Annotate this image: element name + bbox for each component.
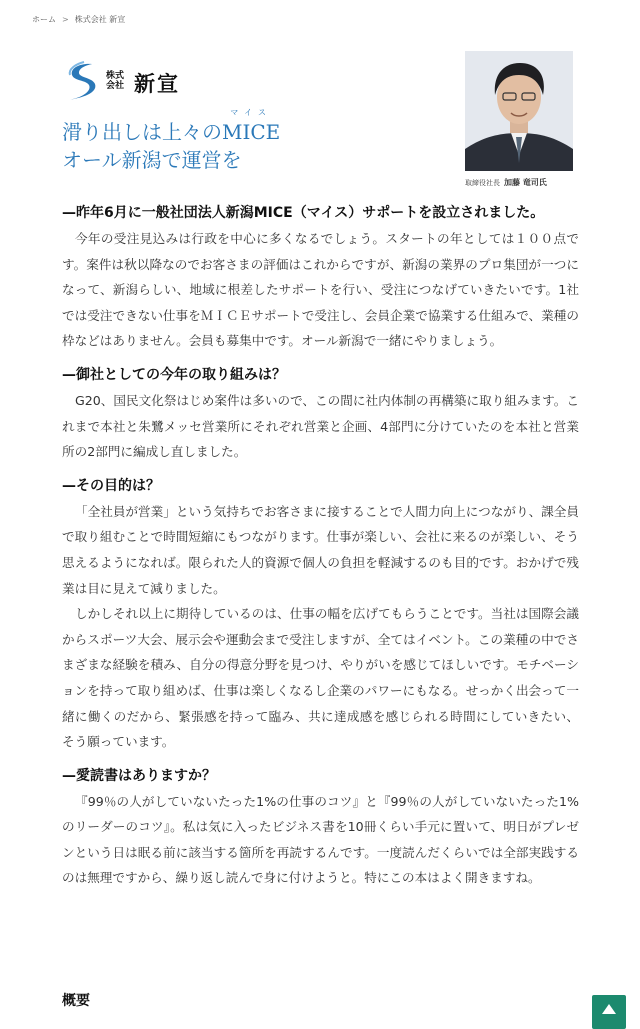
answer-paragraph: しかしそれ以上に期待しているのは、仕事の幅を広げてもらうことです。当社は国際会議からスポーツ大会、展示会や運動会まで受注しますが、全てはイベント。この業種の中でさまざまな経験を積み、自分の得意分野を見つけ、やりがいを感じてほしいです。モチベーションを持って取り組めば、仕事は楽しくなるし企業のパワーにもなる。せっかく出会って一緒に働くのだから、緊張感を持って臨み、共に達成感を感じられる時間にしていきたい、そう願っています。 bbox=[62, 606, 579, 750]
headline-line2: オール新潟で運営を bbox=[62, 148, 242, 172]
headline-line1 bbox=[62, 108, 281, 146]
photo-caption bbox=[465, 177, 547, 188]
answer-paragraph: 『99％の人がしていないたった1%の仕事のコツ』と『99％の人がしていないたった1%のリーダーのコツ』。私は気に入ったビジネス書を10冊くらい手元に置いて、明日がプレゼンという日は眠る前に該当する箇所を再読するんです。一度読んだくらいでは全部実践するのは無理ですから、繰り返し読んで身に付けようと。特にこの本はよく開きますね。 bbox=[62, 793, 579, 886]
company-logo bbox=[62, 60, 202, 106]
headline-line1-prefix: 滑り出しは上々の bbox=[62, 120, 222, 144]
president-photo bbox=[465, 51, 573, 171]
breadcrumb bbox=[32, 14, 125, 25]
president-title: 取締役社長 bbox=[465, 179, 500, 187]
question-heading: —御社としての今年の取り組みは？ bbox=[62, 366, 286, 383]
company-type-line1: 株式 bbox=[106, 71, 125, 81]
question-heading: —その目的は？ bbox=[62, 477, 160, 494]
question-heading: —昨年6月に一般社団法人新潟MICE（マイス）サポートを設立されました。 bbox=[62, 205, 545, 221]
answer-paragraph: 「全社員が営業」という気持ちでお客さまに接することで人間力向上につながり、課全員で取り組むことで時間短縮にもつながります。仕事が楽しい、会社に来るのが楽しい、そう思えるようになれば。限られた人的資源で個人の負担を軽減するのも目的です。おかげで残業は目に見えて減りました。 bbox=[62, 503, 579, 596]
headline-mice-word bbox=[222, 108, 281, 146]
breadcrumb-separator: > bbox=[62, 15, 69, 24]
answer-paragraph: 今年の受注見込みは行政を中心に多くなるでしょう。スタートの年としては１００点です。案件は秋以降なのでお客さまの評価はこれからですが、新潟の業界のプロ集団が一つになって、新潟らしい、地域に根差したサポートを行い、受注につなげていきたいです。1社では受注できない仕事をＭＩＣＥサポートで受注し、会員企業で協業する仕組みで、業種の枠などはありません。会員も募集中です。オール新潟で一緒にやりましょう。 bbox=[62, 231, 579, 349]
answer-paragraph: G20、国民文化祭はじめ案件は多いので、この間に社内体制の再構築に取り組みます。これまで本社と朱鷺メッセ営業所にそれぞれ営業と企画、4部門に分けていたのを本社と営業所の2部門に編成し直しました。 bbox=[62, 392, 579, 460]
company-name: 新宣 bbox=[134, 71, 180, 96]
page-headline bbox=[62, 108, 281, 174]
section-heading-overview: 概要 bbox=[62, 993, 90, 1009]
scroll-to-top-button[interactable] bbox=[592, 995, 626, 1029]
headline-ruby: マイス bbox=[230, 108, 273, 117]
headline-mice-text: MICE bbox=[222, 120, 281, 144]
question-heading: —愛読書はありますか？ bbox=[62, 767, 216, 784]
company-logo-mark-icon bbox=[62, 60, 102, 104]
company-type-line2: 会社 bbox=[106, 81, 125, 91]
president-name: 加藤 竜司氏 bbox=[504, 178, 547, 187]
breadcrumb-current: 株式会社 新宣 bbox=[74, 15, 126, 24]
company-type-label bbox=[106, 71, 124, 91]
breadcrumb-home-link[interactable]: ホーム bbox=[32, 15, 56, 24]
interview-article bbox=[62, 200, 579, 891]
